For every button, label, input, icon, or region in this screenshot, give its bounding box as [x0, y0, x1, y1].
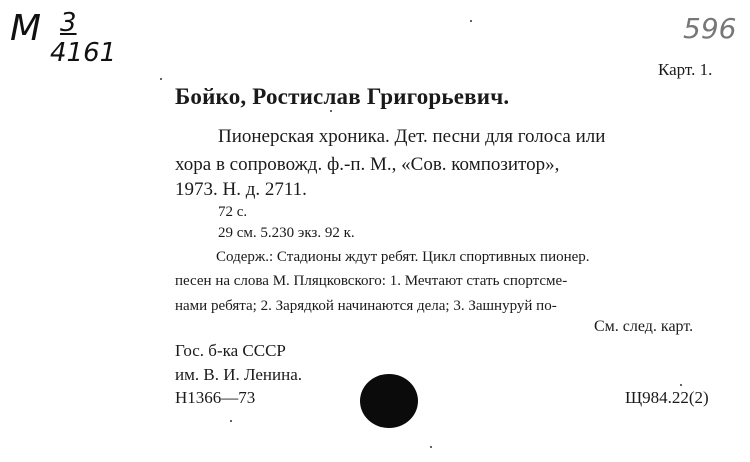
pages-count: 72 с. — [218, 204, 248, 220]
speck — [230, 420, 232, 422]
library-line: Гос. б-ка СССР — [175, 341, 286, 360]
handwritten-number-right: 596 — [683, 12, 737, 45]
speck — [470, 20, 472, 22]
handwritten-mark: M — [10, 8, 40, 49]
ink-blot — [360, 374, 418, 428]
library-line: им. В. И. Ленина. — [175, 365, 303, 384]
description-line: 1973. Н. д. 2711. — [175, 179, 307, 200]
contents-line: Содерж.: Стадионы ждут ребят. Цикл спортивных пионер. — [216, 249, 590, 265]
handwritten-number-bottom: 4161 — [50, 38, 117, 68]
description-line: Пионерская хроника. Дет. песни для голоса или — [218, 126, 606, 147]
card-number: Карт. 1. — [658, 60, 713, 79]
speck — [680, 384, 682, 386]
speck — [160, 78, 162, 80]
classmark: Щ984.22(2) — [625, 388, 709, 407]
size-and-price: 29 см. 5.230 экз. 92 к. — [218, 225, 355, 241]
author-heading: Бойко, Ростислав Григорьевич. — [175, 84, 510, 109]
speck — [330, 110, 332, 112]
handwritten-number-top: 3 — [60, 8, 77, 38]
speck — [430, 446, 432, 448]
description-line: хора в сопровожд. ф.-п. М., «Сов. композитор», — [175, 154, 560, 175]
registration-number: Н1366—73 — [175, 388, 256, 407]
contents-line: нами ребята; 2. Зарядкой начинаются дела; 3. Зашнуруй по- — [175, 298, 557, 314]
see-next-card: См. след. карт. — [594, 318, 694, 335]
contents-line: песен на слова М. Пляцковского: 1. Мечтают стать спортсме- — [175, 273, 568, 289]
